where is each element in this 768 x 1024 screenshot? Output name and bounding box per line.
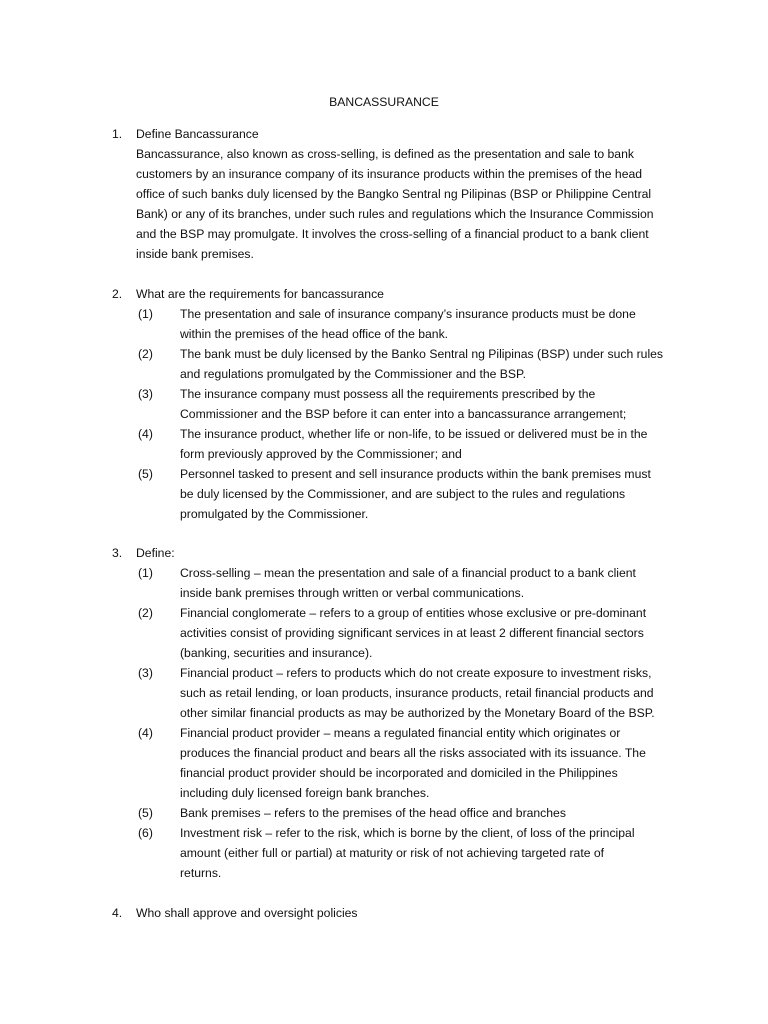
section-number: 2. bbox=[112, 287, 123, 301]
item-number: (5) bbox=[138, 467, 153, 481]
item-line: other similar financial products as may be authorized by the Monetary Board of the BSP. bbox=[180, 706, 655, 720]
section-1 bbox=[112, 124, 682, 264]
item-line: Financial product – refers to products which do not create exposure to investment risks, bbox=[180, 666, 652, 680]
item-line: Personnel tasked to present and sell insurance products within the bank premises must bbox=[180, 467, 651, 481]
section-heading bbox=[112, 543, 682, 563]
item-text bbox=[180, 384, 682, 424]
item-text bbox=[180, 563, 682, 603]
item-line: and regulations promulgated by the Commissioner and the BSP. bbox=[180, 367, 526, 381]
body-line: inside bank premises. bbox=[136, 247, 254, 261]
item-line: promulgated by the Commissioner. bbox=[180, 507, 369, 521]
item-number: (1) bbox=[138, 307, 153, 321]
body-line: Bank) or any of its branches, under such rules and regulations which the Insurance Commission bbox=[136, 207, 654, 221]
item-text bbox=[180, 344, 682, 384]
item-number: (3) bbox=[138, 387, 153, 401]
item-line: including duly licensed foreign bank branches. bbox=[180, 786, 430, 800]
body-line: and the BSP may promulgate. It involves the cross-selling of a financial product to a bank client bbox=[136, 227, 649, 241]
section-number: 3. bbox=[112, 546, 123, 560]
item-line: Bank premises – refers to the premises of the head office and branches bbox=[180, 806, 566, 820]
section-body bbox=[136, 144, 682, 264]
list-item bbox=[136, 464, 682, 524]
list-item bbox=[136, 723, 682, 803]
item-line: within the premises of the head office of the bank. bbox=[180, 327, 449, 341]
item-line: Financial product provider – means a regulated financial entity which originates or bbox=[180, 726, 621, 740]
item-line: activities consist of providing significant services in at least 2 different financial sectors bbox=[180, 626, 644, 640]
item-text bbox=[180, 603, 682, 663]
item-line: form previously approved by the Commissioner; and bbox=[180, 447, 462, 461]
body-line: customers by an insurance company of its insurance products within the premises of the head bbox=[136, 167, 643, 181]
item-line: financial product provider should be incorporated and domiciled in the Philippines bbox=[180, 766, 618, 780]
section-heading bbox=[112, 124, 682, 144]
document-title: BANCASSURANCE bbox=[329, 95, 439, 109]
item-line: Cross-selling – mean the presentation and sale of a financial product to a bank client bbox=[180, 566, 636, 580]
item-line: The bank must be duly licensed by the Banko Sentral ng Pilipinas (BSP) under such rules bbox=[180, 347, 664, 361]
item-number: (4) bbox=[138, 726, 153, 740]
body-line: office of such banks duly licensed by the Bangko Sentral ng Pilipinas (BSP or Philippine Central bbox=[136, 187, 652, 201]
item-line: Investment risk – refer to the risk, which is borne by the client, of loss of the principal bbox=[180, 826, 635, 840]
item-number: (1) bbox=[138, 566, 153, 580]
item-line: inside bank premises through written or verbal communications. bbox=[180, 586, 525, 600]
section-3 bbox=[112, 543, 682, 883]
item-line: be duly licensed by the Commissioner, and are subject to the rules and regulations bbox=[180, 487, 626, 501]
item-text bbox=[180, 424, 682, 464]
section-title: What are the requirements for bancassurance bbox=[136, 287, 384, 301]
body-line: Bancassurance, also known as cross-selling, is defined as the presentation and sale to bank bbox=[136, 147, 634, 161]
item-line: (banking, securities and insurance). bbox=[180, 646, 373, 660]
item-line: such as retail lending, or loan products, insurance products, retail financial products and bbox=[180, 686, 654, 700]
list-item bbox=[136, 823, 682, 883]
section-heading bbox=[112, 284, 682, 304]
section-title: Define: bbox=[136, 546, 175, 560]
item-number: (2) bbox=[138, 606, 153, 620]
item-number: (5) bbox=[138, 806, 153, 820]
item-text bbox=[180, 304, 682, 344]
item-number: (2) bbox=[138, 347, 153, 361]
list-item bbox=[136, 384, 682, 424]
item-line: produces the financial product and bears all the risks associated with its issuance. The bbox=[180, 746, 646, 760]
item-text bbox=[180, 464, 682, 524]
section-heading bbox=[112, 903, 682, 923]
list-item bbox=[136, 663, 682, 723]
item-line: The insurance company must possess all the requirements prescribed by the bbox=[180, 387, 596, 401]
list-item bbox=[136, 603, 682, 663]
item-line: Commissioner and the BSP before it can enter into a bancassurance arrangement; bbox=[180, 407, 627, 421]
item-number: (6) bbox=[138, 826, 153, 840]
list-item bbox=[136, 563, 682, 603]
section-4 bbox=[112, 903, 682, 923]
section-title: Define Bancassurance bbox=[136, 127, 259, 141]
item-line: Financial conglomerate – refers to a group of entities whose exclusive or pre-dominant bbox=[180, 606, 647, 620]
item-line: The insurance product, whether life or non-life, to be issued or delivered must be in the bbox=[180, 427, 648, 441]
item-text bbox=[180, 663, 682, 723]
section-number: 4. bbox=[112, 906, 123, 920]
item-number: (4) bbox=[138, 427, 153, 441]
item-text bbox=[180, 823, 682, 883]
list-item bbox=[136, 424, 682, 464]
item-number: (3) bbox=[138, 666, 153, 680]
section-title: Who shall approve and oversight policies bbox=[136, 906, 358, 920]
item-line: returns. bbox=[180, 866, 222, 880]
list-item bbox=[136, 304, 682, 344]
list-item bbox=[136, 344, 682, 384]
list-item bbox=[136, 803, 682, 823]
item-text bbox=[180, 723, 682, 803]
item-line: amount (either full or partial) at maturity or risk of not achieving targeted rate of bbox=[180, 846, 605, 860]
section-number: 1. bbox=[112, 127, 123, 141]
section-2 bbox=[112, 284, 682, 524]
item-line: The presentation and sale of insurance company’s insurance products must be done bbox=[180, 307, 636, 321]
item-text bbox=[180, 803, 682, 823]
